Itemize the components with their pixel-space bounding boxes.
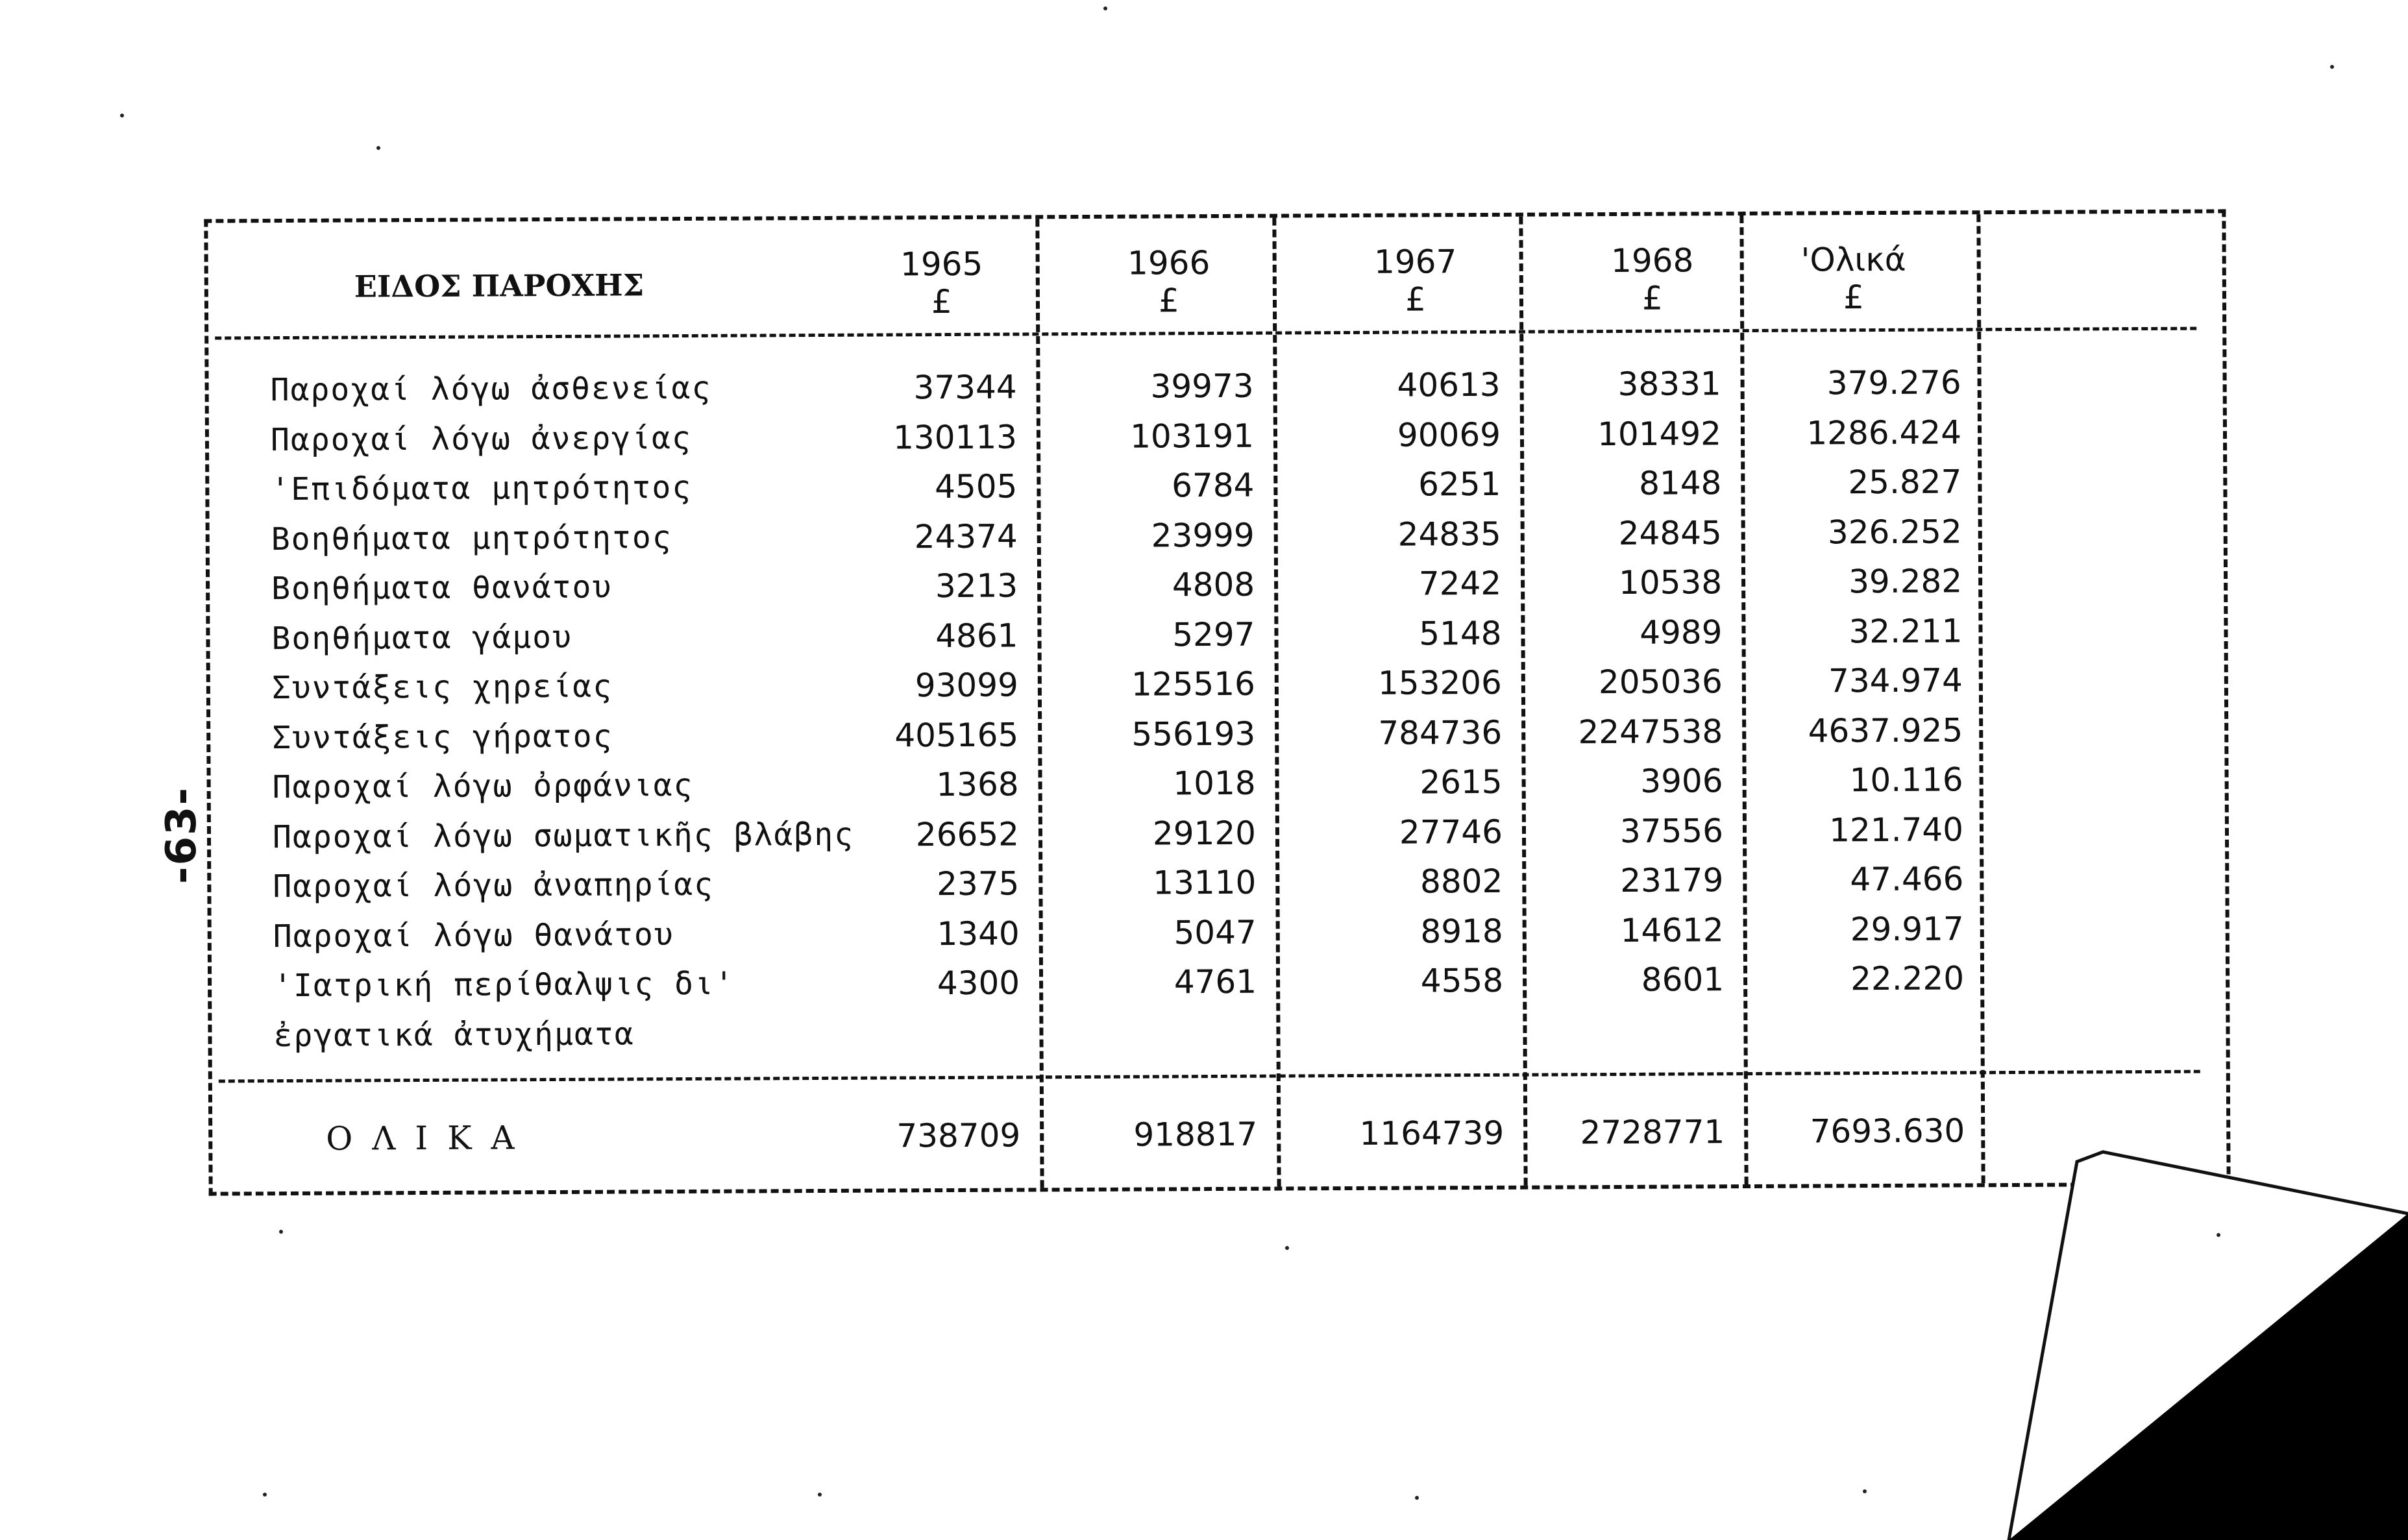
table-cell: 4637.925 [1808, 711, 1963, 750]
table-cell: 90069 [1397, 415, 1501, 454]
page-number: -63- [158, 786, 206, 885]
table-cell: 29120 [1152, 814, 1257, 852]
table-cell: 326.252 [1827, 512, 1962, 551]
table-cell: 39973 [1150, 367, 1254, 406]
benefit-type: 'Επιδόματα μητρότητος [271, 469, 693, 508]
table-cell: 8918 [1420, 912, 1503, 950]
table-cell: 121.740 [1829, 810, 1964, 849]
table-cell: 4808 [1172, 565, 1255, 604]
table-cell: 93099 [915, 666, 1019, 705]
currency-label: £ [1843, 278, 1865, 317]
table-cell: 4558 [1420, 961, 1504, 1000]
table-cell: 24835 [1397, 515, 1501, 554]
table-cell: 24374 [914, 517, 1018, 556]
total-cell: 7693.630 [1810, 1112, 1965, 1151]
table-cell: 4300 [937, 964, 1020, 1003]
table-cell: 24845 [1618, 513, 1722, 552]
scan-speck [2217, 1233, 2220, 1237]
scan-speck [818, 1493, 822, 1497]
table-cell: 1368 [936, 765, 1019, 804]
table-cell: 2247538 [1578, 712, 1723, 751]
year-label: 1965 [900, 245, 983, 284]
table-cell: 37556 [1619, 811, 1724, 850]
table-cell: 103191 [1129, 417, 1255, 456]
table-cell: 153206 [1377, 663, 1502, 702]
scan-speck [263, 1493, 267, 1497]
benefit-type: Συντάξεις χηρείας [271, 668, 613, 707]
table-cell: 8148 [1638, 464, 1722, 502]
table-cell: 8601 [1641, 960, 1725, 999]
table-cell: 1018 [1173, 764, 1256, 803]
year-label: 1967 [1373, 243, 1457, 281]
benefit-type: Παροχαί λόγω θανάτου [273, 916, 674, 955]
total-cell: 738709 [896, 1116, 1021, 1155]
table-cell: 38331 [1617, 365, 1721, 403]
scan-speck [1863, 1489, 1867, 1493]
total-cell: 1164739 [1359, 1114, 1505, 1153]
benefit-type: Παροχαί λόγω ἀναπηρίας [273, 866, 715, 905]
table-cell: 40613 [1397, 365, 1501, 404]
table-cell: 32.211 [1849, 611, 1963, 650]
table-cell: 22.220 [1850, 959, 1965, 998]
table-cell: 14612 [1620, 911, 1724, 949]
table-cell: 39.282 [1849, 562, 1963, 601]
table-cell: 6251 [1418, 465, 1501, 504]
table-cell: 4761 [1173, 962, 1257, 1001]
benefit-type: Βοηθήματα θανάτου [271, 568, 613, 607]
scan-speck [2330, 65, 2334, 69]
currency-label: £ [1158, 282, 1180, 320]
year-label: 'Ολικά [1800, 240, 1906, 279]
scan-speck [120, 114, 124, 117]
table-cell: 5148 [1419, 614, 1502, 652]
table-cell: 125516 [1131, 665, 1256, 703]
scan-speck [279, 1230, 283, 1234]
table-cell: 29.917 [1850, 909, 1964, 948]
table-cell: 4989 [1640, 613, 1723, 652]
benefit-type: Παροχαί λόγω ἀνεργίας [270, 419, 693, 458]
benefit-type: Παροχαί λόγω ὀρφάνιας [272, 766, 694, 806]
total-cell: 2728771 [1580, 1113, 1725, 1152]
table-cell: 2615 [1419, 763, 1503, 801]
total-label: ΟΛΙΚΑ [326, 1119, 534, 1158]
scan-speck [376, 146, 380, 150]
table-cell: 205036 [1598, 663, 1723, 702]
table-cell: 405165 [894, 715, 1019, 754]
table-cell: 10.116 [1849, 761, 1963, 800]
scan-speck [1103, 6, 1107, 10]
table-cell: 5297 [1172, 615, 1255, 654]
table-cell: 6784 [1171, 466, 1255, 505]
table-cell: 8802 [1419, 862, 1503, 901]
benefit-type: Βοηθήματα μητρότητος [271, 519, 672, 557]
table-cell: 3906 [1640, 762, 1723, 800]
table-cell: 1340 [937, 914, 1020, 953]
year-label: 1968 [1610, 241, 1694, 280]
table-cell: 23999 [1151, 516, 1255, 554]
table-cell: 130113 [892, 418, 1018, 456]
table-cell: 1286.424 [1806, 413, 1962, 452]
table-cell: 2375 [936, 864, 1020, 903]
benefit-type: ἐργατικά ἀτυχήματα [273, 1015, 635, 1054]
table-cell: 3213 [935, 567, 1018, 605]
benefit-type: Παροχαί λόγω ἀσθενείας [270, 369, 712, 409]
year-label: 1966 [1127, 244, 1210, 282]
table-cell: 26652 [915, 814, 1020, 853]
table-cell: 784736 [1378, 713, 1503, 752]
benefit-type: Βοηθήματα γάμου [271, 618, 573, 657]
currency-label: £ [1641, 279, 1664, 317]
table-cell: 47.466 [1850, 860, 1964, 899]
table-cell: 4505 [934, 467, 1018, 506]
currency-label: £ [1405, 280, 1427, 319]
currency-label: £ [931, 282, 953, 321]
table-cell: 5047 [1173, 913, 1257, 951]
table-cell: 23179 [1620, 861, 1724, 899]
total-cell: 918817 [1133, 1115, 1258, 1154]
benefit-type: 'Ιατρική περίθαλψις δι' [273, 965, 735, 1005]
table-cell: 13110 [1153, 863, 1257, 902]
scan-speck [1415, 1496, 1419, 1500]
scan-speck [1285, 1246, 1289, 1250]
benefit-type: Παροχαί λόγω σωματικῆς βλάβης [272, 816, 855, 855]
benefit-type: Συντάξεις γήρατος [272, 718, 613, 756]
table-cell: 37344 [913, 368, 1017, 407]
table-cell: 379.276 [1826, 363, 1961, 402]
table-cell: 7242 [1418, 564, 1502, 603]
table-cell: 4861 [935, 616, 1018, 655]
table-cell: 27746 [1399, 813, 1503, 851]
table-cell: 25.827 [1848, 463, 1962, 502]
table-cell: 101492 [1597, 414, 1722, 453]
header-label: ΕΙΔΟΣ ΠΑΡΟΧΗΣ [354, 267, 645, 304]
table-cell: 10538 [1618, 563, 1723, 602]
table-cell: 734.974 [1828, 661, 1963, 700]
table-cell: 556193 [1131, 715, 1256, 753]
